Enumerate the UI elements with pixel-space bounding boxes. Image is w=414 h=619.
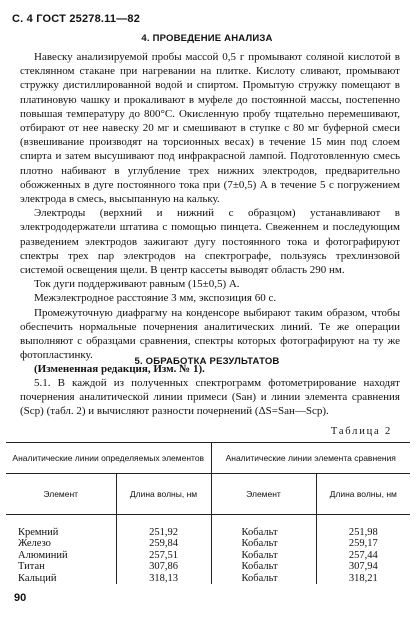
cell-ref-element: Кобальт — [211, 561, 316, 573]
group-header-reference-lines: Аналитические линии элемента сравнения — [211, 443, 410, 474]
cell-ref-wavelength: 259,17 — [348, 538, 378, 549]
paragraph-electrodes: Электроды (верхний и нижний с образцом) устанавливают в электрододержатели штатива с помощью пинцета. Свеженнем и последующим разведением электродов зажигают дугу постоянного тока и фотографируют спектры трех пар электродов на спектрографе, пользуясь трехлинзовой системой освещения щели. В центр кассеты выводят область 290 нм. — [20, 207, 400, 277]
table-row — [6, 561, 410, 573]
col-header-ref-wavelength: Длина волны, нм — [316, 474, 410, 515]
cell-wavelength: 318,13 — [116, 573, 211, 585]
cell-ref-wavelength: 318,21 — [348, 572, 378, 584]
cell-ref-element: Кобальт — [211, 538, 316, 550]
cell-wavelength: 251,92 — [116, 527, 211, 539]
cell-ref-element: Кобальт — [211, 527, 316, 539]
paragraph-electrode-gap: Межэлектродное расстояние 3 мм, экспозиция 60 с. — [34, 292, 277, 305]
col-header-wavelength: Длина волны, нм — [116, 474, 211, 515]
col-header-element: Элемент — [6, 474, 116, 515]
cell-wavelength: 307,86 — [116, 561, 211, 573]
cell-element: Кремний — [6, 527, 116, 539]
section-4-body — [20, 50, 400, 377]
cell-element: Алюминий — [6, 550, 116, 562]
cell-ref-element: Кобальт — [211, 550, 316, 562]
table-row — [6, 527, 410, 539]
table-row — [6, 538, 410, 550]
cell-wavelength: 259,84 — [116, 538, 211, 550]
section-4-title: 4. ПРОВЕДЕНИЕ АНАЛИЗА — [141, 33, 273, 44]
cell-ref-element: Кобальт — [211, 573, 316, 585]
page-number: 90 — [14, 592, 27, 604]
cell-element: Кальций — [6, 573, 116, 585]
cell-ref-wavelength: 257,44 — [348, 549, 378, 561]
page-header: С. 4 ГОСТ 25278.11—82 — [12, 13, 141, 25]
section-5-title: 5. ОБРАБОТКА РЕЗУЛЬТАТОВ — [134, 356, 280, 367]
group-header-analytic-lines: Аналитические линии определяемых элементов — [6, 443, 211, 474]
cell-ref-wavelength: 307,94 — [348, 561, 378, 572]
cell-wavelength: 257,51 — [116, 550, 211, 562]
table-row — [6, 573, 410, 585]
paragraph-diaphragm: Промежуточную диафрагму на конденсоре выбирают таким образом, чтобы обеспечить нормальные почернения аналитических линий. Те же операции выполняют с образцами сравнения, спектры которых фотографируют на ту же фотопластинку. — [20, 306, 400, 362]
cell-element: Титан — [6, 561, 116, 573]
cell-ref-wavelength: 251,98 — [348, 526, 378, 538]
paragraph-sample-preparation: Навеску анализируемой пробы массой 0,5 г промывают соляной кислотой в стеклянном стакане при нагревании на плитке. Кислоту сливают, промывают стружку дистиллированной водой и спиртом. Промытую стружку помещают в платиновую чашку и прокаливают в муфеле до постоянной массы, постепенно повышая температуру до 800°C. Окисленную пробу тщательно перемешивают, отбирают от нее навеску 20 мг и смешивают в ступке с 80 мг буферной смеси (взвешивание производят на торсионных весах) в течение 15 мин под слоем спирта и затем высушивают под инфракрасной лампой. Подготовленную смесь плотно набивают в углубление трех нижних электродов, предварительно обожженных в дуге постоянного тока при (7±0,5) А в течение 5 с погружением электрода в смесь, высыпанную на кальку. — [20, 51, 400, 206]
cell-element: Железо — [6, 538, 116, 550]
paragraph-arc-current: Ток дуги поддерживают равным (15±0,5) А. — [34, 278, 240, 291]
amendment-note: (Измененная редакция, Изм. № 1). — [34, 363, 205, 376]
table-caption: Таблица 2 — [330, 426, 392, 437]
table-row — [6, 550, 410, 562]
col-header-ref-element: Элемент — [211, 474, 316, 515]
section-5-body — [20, 376, 400, 419]
table-2 — [6, 442, 410, 584]
paragraph-5-1: 5.1. В каждой из полученных спектрограмм фотометрирование находят почернения аналитической линии примеси (Sан) и линии элемента сравнения (Sср) (табл. 2) и вычисляют разности почернений (ΔS=Sан—Sср). — [20, 377, 400, 418]
